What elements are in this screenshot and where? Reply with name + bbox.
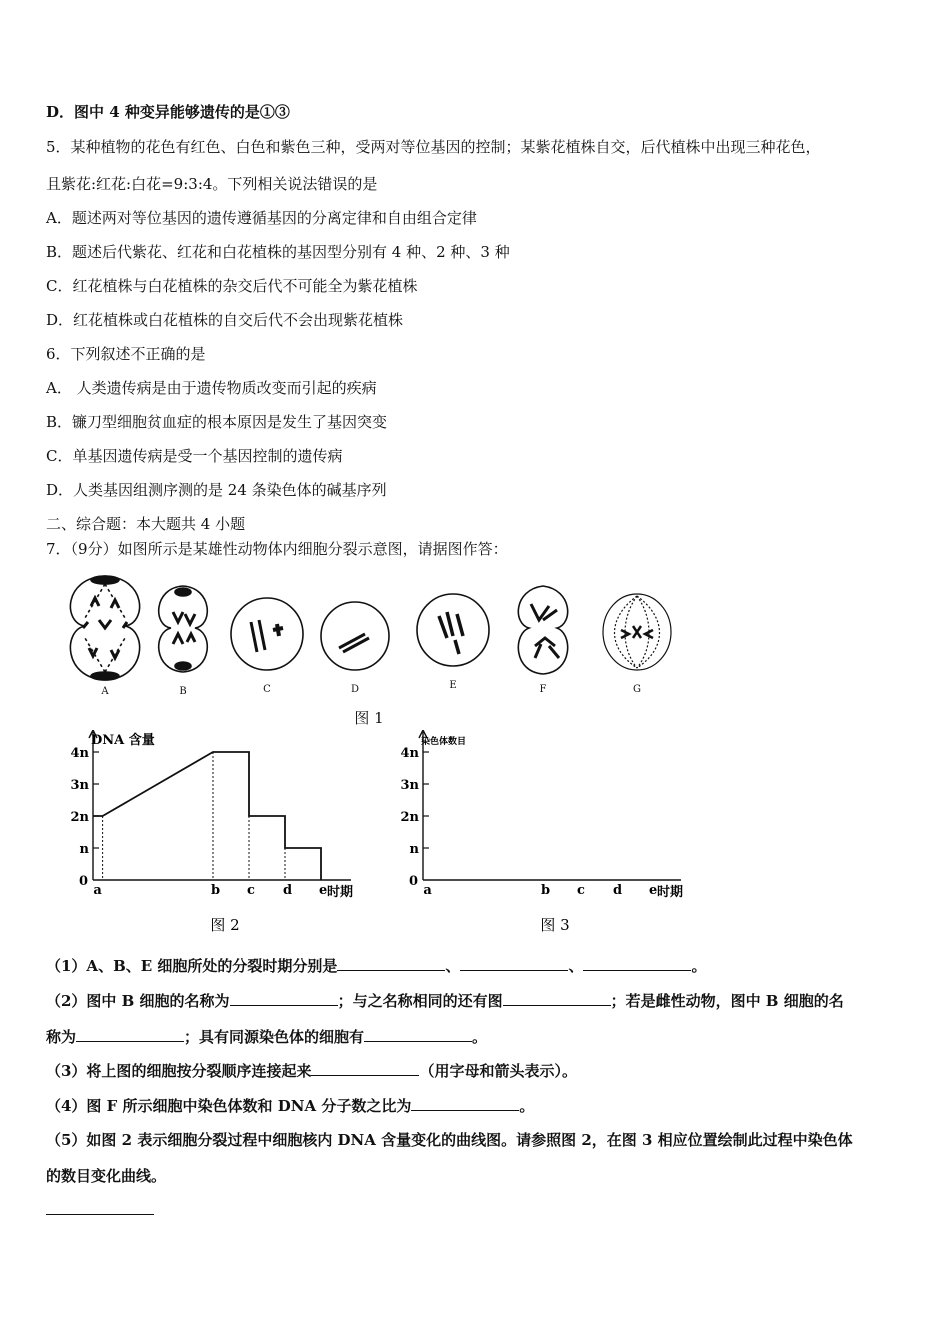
chart3-x-tick-label: d xyxy=(613,883,623,898)
figure-1 xyxy=(55,568,695,728)
chart3-y-label: 染色体数目 xyxy=(421,737,467,747)
sub-q1-text: （1）A、B、E 细胞所处的分裂时期分别是 xyxy=(46,957,338,975)
option-d-q4: D．图中 4 种变异能够遗传的是①③ xyxy=(46,103,290,121)
sub-q2-text-c: ；若是雌性动物，图中 B 细胞的名 xyxy=(610,992,844,1010)
answer-blank-2a[interactable] xyxy=(230,991,338,1006)
sub-q1-end: 。 xyxy=(691,957,707,975)
sub-question-5-cont: 的数目变化曲线。 xyxy=(46,1167,167,1185)
answer-blank-4[interactable] xyxy=(411,1096,519,1111)
chart3-x-tick-label: e xyxy=(649,883,658,898)
answer-blank-1c[interactable] xyxy=(583,956,691,971)
chart3-caption: 图 3 xyxy=(540,916,570,934)
sub-q2-text-d: 称为 xyxy=(46,1028,77,1046)
chart3-x-tick-label: a xyxy=(423,883,432,898)
sub-q2-end: 。 xyxy=(472,1028,488,1046)
sub-q4-text: （4）图 F 所示细胞中染色体数和 DNA 分子数之比为 xyxy=(46,1097,412,1115)
chart2-x-tick-label: d xyxy=(283,883,293,898)
section-2-heading: 二、综合题：本大题共 4 小题 xyxy=(46,515,246,533)
question-5: 5．某种植物的花色有红色、白色和紫色三种，受两对等位基因的控制；某紫花植株自交，后代植株中出现三种花色， xyxy=(46,138,821,156)
option-c-q5: C．红花植株与白花植株的杂交后代不可能全为紫花植株 xyxy=(46,277,418,295)
fig1-label-b: B xyxy=(179,686,187,697)
sub-q2-text-e: ；具有同源染色体的细胞有 xyxy=(184,1028,365,1046)
chart3-y-tick-label: 3n xyxy=(400,778,419,793)
sub-q1-separator-1: 、 xyxy=(445,957,461,975)
chart2-caption: 图 2 xyxy=(210,916,240,934)
chart3-y-tick-label: 2n xyxy=(400,810,419,825)
chart2-origin-label: 0 xyxy=(79,874,89,889)
fig1-label-f: F xyxy=(539,684,547,695)
cell-b-diagram xyxy=(159,586,208,672)
chart3-x-tick-label: b xyxy=(541,883,551,898)
answer-blank-3[interactable] xyxy=(311,1061,419,1076)
chart2-x-label: 时期 xyxy=(327,885,354,900)
cell-c-diagram xyxy=(231,598,303,670)
chart2-y-tick-label: 4n xyxy=(70,746,89,761)
chart3-x-label: 时期 xyxy=(657,885,684,900)
sub-q3-text-b: （用字母和箭头表示）。 xyxy=(419,1062,577,1080)
cell-f-diagram xyxy=(518,586,567,674)
chart2-x-tick-label: e xyxy=(319,883,328,898)
answer-blank-2d[interactable] xyxy=(364,1027,472,1042)
sub-question-5: （5）如图 2 表示细胞分裂过程中细胞核内 DNA 含量变化的曲线图。请参照图 2，在图 3 相应位置绘制此过程中染色体 xyxy=(46,1131,853,1149)
chart2-y-tick-label: 3n xyxy=(70,778,89,793)
sub-q4-end: 。 xyxy=(519,1097,535,1115)
answer-blank-1a[interactable] xyxy=(337,956,445,971)
fig1-label-a: A xyxy=(101,686,109,697)
chart2-y-tick-label: n xyxy=(79,842,89,857)
chart2-series-line xyxy=(93,752,321,880)
answer-blank-5[interactable] xyxy=(46,1214,154,1215)
fig1-label-g: G xyxy=(633,684,641,695)
cell-a-diagram xyxy=(70,576,139,680)
sub-question-2 xyxy=(46,991,844,1011)
chart3-y-tick-label: 4n xyxy=(400,746,419,761)
question-6: 6．下列叙述不正确的是 xyxy=(46,345,206,363)
fig1-label-c: C xyxy=(263,684,271,695)
cell-d-diagram xyxy=(321,602,389,670)
chart2-x-tick-label: a xyxy=(93,883,102,898)
sub-q2-text-b: ；与之名称相同的还有图 xyxy=(337,992,503,1010)
option-d-q6: D．人类基因组测序测的是 24 条染色体的碱基序列 xyxy=(46,481,387,499)
fig1-label-d: D xyxy=(350,684,360,695)
sub-question-4 xyxy=(46,1096,534,1116)
cell-g-diagram xyxy=(603,594,671,670)
option-c-q6: C．单基因遗传病是受一个基因控制的遗传病 xyxy=(46,447,343,465)
chart2-y-label: DNA 含量 xyxy=(91,733,155,748)
chart3-x-tick-label: c xyxy=(577,883,585,898)
question-7: 7．（9分）如图所示是某雄性动物体内细胞分裂示意图，请据图作答： xyxy=(46,540,508,558)
chart3-origin-label: 0 xyxy=(409,874,419,889)
fig1-label-e: E xyxy=(449,680,457,691)
option-a-q5: A．题述两对等位基因的遗传遵循基因的分离定律和自由组合定律 xyxy=(46,209,477,227)
answer-blank-2b[interactable] xyxy=(503,991,611,1006)
option-b-q5: B．题述后代紫花、红花和白花植株的基因型分别有 4 种、2 种、3 种 xyxy=(46,243,510,261)
cell-e-diagram xyxy=(417,594,489,666)
chart2-y-tick-label: 2n xyxy=(70,810,89,825)
figure-2-chart xyxy=(55,730,375,945)
chart2-x-tick-label: c xyxy=(247,883,255,898)
answer-blank-1b[interactable] xyxy=(460,956,568,971)
question-5-cont: 且紫花:红花:白花=9:3:4。下列相关说法错误的是 xyxy=(46,175,378,193)
figure-3-chart xyxy=(385,730,705,945)
sub-question-1 xyxy=(46,956,706,976)
sub-q1-separator-2: 、 xyxy=(568,957,584,975)
chart3-y-tick-label: n xyxy=(409,842,419,857)
option-a-q6: A． 人类遗传病是由于遗传物质改变而引起的疾病 xyxy=(46,379,377,397)
chart2-x-tick-label: b xyxy=(211,883,221,898)
option-b-q6: B．镰刀型细胞贫血症的根本原因是发生了基因突变 xyxy=(46,413,388,431)
option-d-q5: D．红花植株或白花植株的自交后代不会出现紫花植株 xyxy=(46,311,404,329)
sub-question-2-cont xyxy=(46,1027,487,1047)
answer-blank-2c[interactable] xyxy=(76,1027,184,1042)
figure-1-caption: 图 1 xyxy=(354,709,384,727)
sub-q2-text-a: （2）图中 B 细胞的名称为 xyxy=(46,992,230,1010)
sub-question-3 xyxy=(46,1061,577,1081)
sub-q3-text-a: （3）将上图的细胞按分裂顺序连接起来 xyxy=(46,1062,312,1080)
